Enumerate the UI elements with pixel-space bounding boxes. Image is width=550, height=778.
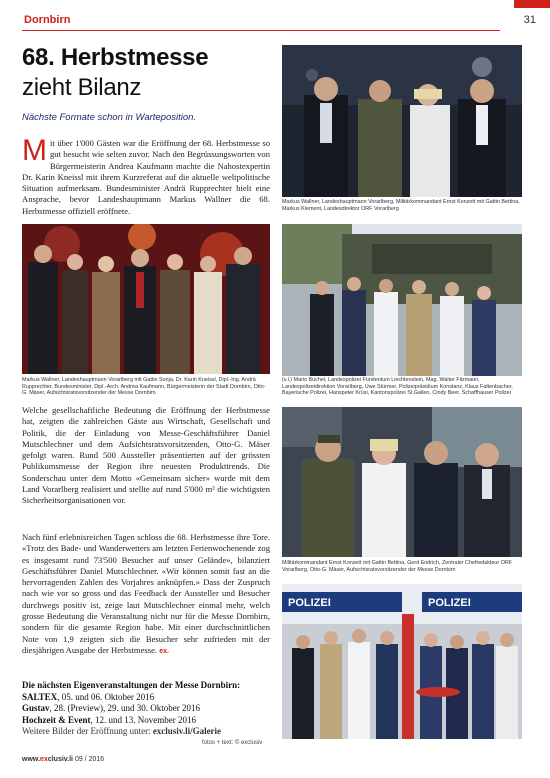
event-name: Gustav <box>22 703 50 714</box>
caption-photo-4: Militärkommandant Ernst Konzett mit Gattin Bettina, Gerd Endrich, Zentraler Chefredakteur ORF Vorarlberg, Otto-G. Mäser, Aufsichtsratsvorsitzender der Messe Dornbirn <box>282 560 513 573</box>
event-item <box>22 692 272 704</box>
photo-guests-red-backdrop <box>22 224 270 374</box>
footer-brand-rest: clusiv.li <box>47 756 73 763</box>
intro-paragraph <box>22 134 270 217</box>
event-name: Hochzeit & Event <box>22 714 91 725</box>
banner-text-left: POLIZEI <box>288 597 331 609</box>
photo-police-booth <box>282 584 522 739</box>
event-name: SALTEX <box>22 691 58 702</box>
photo-police-vehicle <box>282 224 522 376</box>
article-paragraph-3 <box>22 532 270 657</box>
intro-text: it über 1'000 Gästen war die Eröffnung der 68. Herbstmesse so gut besucht wie selten zuvor. Nach den Begrüssungsworten von Bürgermeisterin Andrea Kaufmann machte die Nahostexpertin Dr. Karin Kneissl mit ihrem Kurzreferat auf die aktuelle weltpolitische Situation aufmerksam. Bundesminister Andrä Rupprechter hielt eine Ansprache, bevor Landeshauptmann Markus Wallner die 68. Herbstmesse offiziell eröffnete. <box>22 138 270 216</box>
footer-url-prefix: www. <box>22 756 41 763</box>
event-item <box>22 703 272 715</box>
header-rule <box>22 30 500 31</box>
gallery-line <box>22 726 272 738</box>
article-paragraph-3-text: Nach fünf erlebnisreichen Tagen schloss die 68. Herbstmesse ihre Tore. «Trotz des Bade- und Wanderwetters am letzten Ferienwochenende zog es insgesamt rund 73'500 Besucher auf unser Gelände», bilanziert Geschäftsführer Daniel Mutschlechner. «Wir können somit fast an die hervorragenden Zahlen des Vorjahres anknüpfen.» Dass der Zuspruch nach wie vor so gross und das Feedback der Aussteller und Besucher durchwegs positiv ist, zeige laut Mutschlechner einmal mehr, welch grosse Bedeutung die Veranstaltung nicht nur für die Messe Dornbirn, sondern für die gesamte Region habe. Mit einer durchschnittlichen Note von 1,9 zeigten sich die Besucher sehr zufrieden mit der diesjährigen Ausgabe der Herbstmesse. <box>22 532 270 655</box>
photo-officials-stage <box>282 45 522 197</box>
caption-photo-1: Markus Wallner, Landeshauptmann Vorarlberg, Militärkommandant Ernst Konzett mit Gattin Bettina, Markus Klement, Landesdirektor ORF Vorarlberg <box>282 199 520 212</box>
events-title: Die nächsten Eigenveranstaltungen der Messe Dornbirn: <box>22 680 241 690</box>
subheadline: Nächste Formate schon in Warteposition. <box>22 112 197 123</box>
headline-line-2: zieht Bilanz <box>22 74 142 101</box>
photo-credit: fotos + text: © exclusiv <box>202 740 263 746</box>
event-dates: , 12. und 13. November 2016 <box>90 714 196 725</box>
event-item <box>22 715 272 727</box>
gallery-text: Weitere Bilder der Eröffnung unter: <box>22 726 153 737</box>
upcoming-events <box>22 680 272 738</box>
page-header <box>0 0 550 40</box>
gallery-link[interactable]: exclusiv.li/Galerie <box>152 726 222 737</box>
headline-line-1: 68. Herbstmesse <box>22 44 209 71</box>
drop-cap: M <box>22 134 47 167</box>
article-paragraph-2: Welche gesellschaftliche Bedeutung die Eröffnung der Herbstmesse hat, zeigten die zahlreichen Gäste aus Wirtschaft, Gesellschaft und Politik, die der Einladung von Messe-Geschäftsführer Daniel Mutschlechner und dem Aufsichtsratsvorsitzenden, Otto-G. Mäser gefolgt waren. Rund 500 Aussteller präsentierten auf der grössten Publikumsmesse der Region ihre neuesten Produkttrends. Die Sonderschau unter dem Motto «Gemeinsam sicher» wurde mit dem Land Vorarlberg realisiert und stellte auf rund 5'000 m² die wichtigsten Sicherheitsorganisationen vor. <box>22 405 270 506</box>
banner-text-right: POLIZEI <box>428 597 471 609</box>
page-number: 31 <box>523 14 536 26</box>
section-label: Dornbirn <box>24 14 71 26</box>
event-dates: , 05. und 06. Oktober 2016 <box>57 691 155 702</box>
caption-photo-2: Markus Wallner, Landeshauptmann Vorarlberg mit Gattin Sonja, Dr. Karin Kneissl, Dipl.-Ing. Andrä Rupprechter, Bundesminister, Dipl.-Arch. Andrea Kaufmann, Bürgermeisterin der Stadt Dornbirn, Otto-G. Mäser, Aufsichtsratsvorsitzender der Messe Dornbirn <box>22 377 266 397</box>
corner-mark <box>514 0 550 8</box>
page-footer <box>22 756 104 763</box>
end-mark: ex. <box>159 647 169 655</box>
footer-brand-red: ex <box>40 756 48 763</box>
footer-issue: 09 / 2016 <box>74 756 105 763</box>
caption-photo-3: (v.l.) Mario Büchel, Landespolizei Fürstentum Liechtenstein, Mag. Walter Filzmaier, Landespolizeidirektion Vorarlberg, Uwe Stürmer, Polizeipräsidium Konstanz, Klaus Faltenbacher, Bayerische Polizei, Hanspeter Krüsi, Kantonspolizei St.Gallen, Cindy Beer, Schaffhauser Polizei <box>282 377 513 397</box>
photo-commander-group <box>282 407 522 557</box>
event-dates: , 28. (Preview), 29. und 30. Oktober 2016 <box>49 703 200 714</box>
